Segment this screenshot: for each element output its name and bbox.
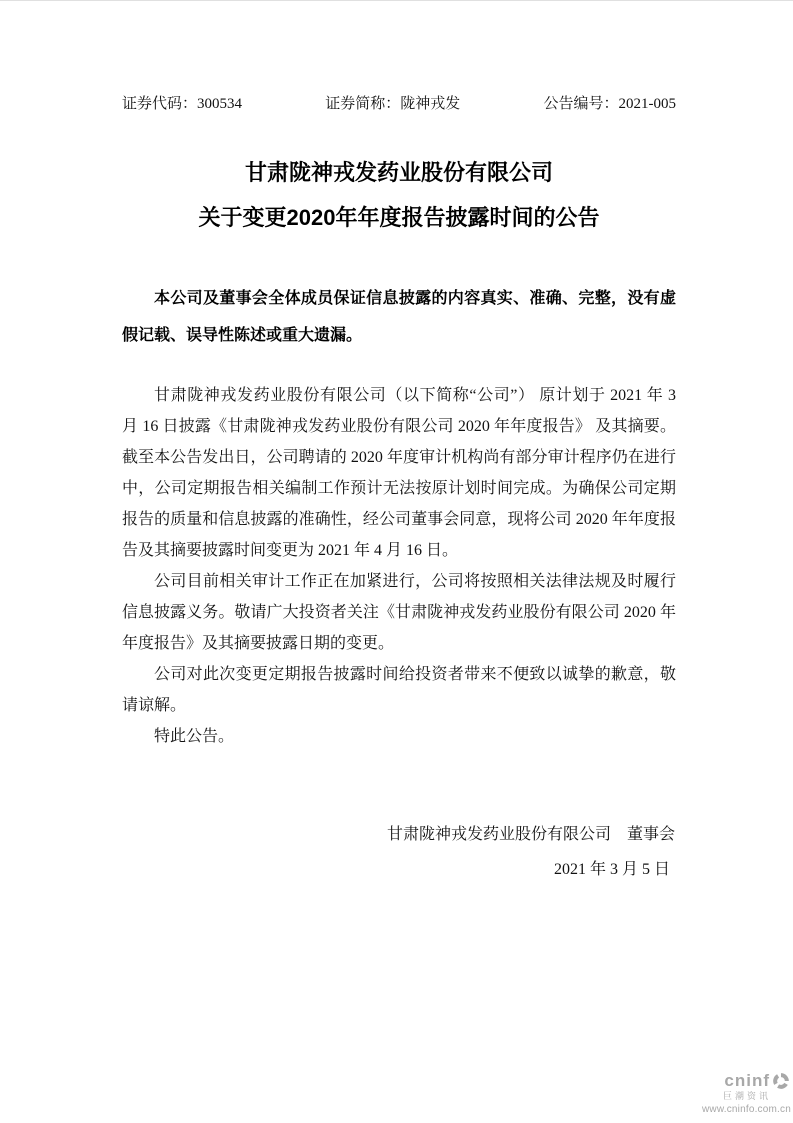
body-paragraph-closing: 特此公告。 (154, 728, 235, 745)
announcement-title (122, 150, 676, 240)
cninfo-swirl-icon (771, 1071, 791, 1091)
title-line-company: 甘肃陇神戎发药业股份有限公司 (244, 160, 553, 185)
stock-short-name: 证券简称：陇神戎发 (325, 96, 461, 112)
cninfo-url: www.cninfo.com.cn (702, 1104, 791, 1115)
signature-company: 甘肃陇神戎发药业股份有限公司 董事会 (386, 826, 675, 843)
signature-date: 2021 年 3 月 5 日 (553, 861, 670, 878)
title-line-subject: 关于变更2020年年度报告披露时间的公告 (198, 205, 600, 230)
body-paragraph: 公司对此次变更定期报告披露时间给投资者带来不便致以诚挚的歉意，敬请谅解。 (122, 666, 676, 714)
announcement-body (122, 380, 676, 752)
announcement-number: 公告编号：2021-005 (543, 96, 676, 112)
security-info-header (122, 94, 676, 114)
signature-block (122, 819, 676, 885)
cninfo-brand-line (702, 1071, 791, 1091)
truthfulness-declaration: 本公司及董事会全体成员保证信息披露的内容真实、准确、完整，没有虚假记载、误导性陈述或重大遗漏。 (122, 290, 676, 344)
cninfo-chinese-name: 巨潮资讯 (722, 1091, 771, 1102)
body-paragraph: 甘肃陇神戎发药业股份有限公司（以下简称“公司”） 原计划于 2021 年 3 月 16 日披露《甘肃陇神戎发药业股份有限公司 2020 年年度报告》 及其摘要。截至本公告发出日，公司聘请的 2020 年度审计机构尚有部分审计程序仍在进行中，公司定期报告相关编制工作预计无法按原计划时间完成。为确保公司定期报告的质量和信息披露的准确性，经公司董事会同意，现将公司 2020 年年度报告及其摘要披露时间变更为 2021 年 4 月 16 日。 (122, 387, 676, 559)
document-body (0, 1, 793, 885)
body-paragraph: 公司目前相关审计工作正在加紧进行，公司将按照相关法律法规及时履行信息披露义务。敬请广大投资者关注《甘肃陇神戎发药业股份有限公司 2020 年年度报告》及其摘要披露日期的变更。 (122, 573, 676, 652)
stock-code: 证券代码：300534 (122, 96, 243, 112)
cninfo-watermark (702, 1071, 791, 1115)
cninfo-brand-text: cninf (724, 1070, 770, 1090)
